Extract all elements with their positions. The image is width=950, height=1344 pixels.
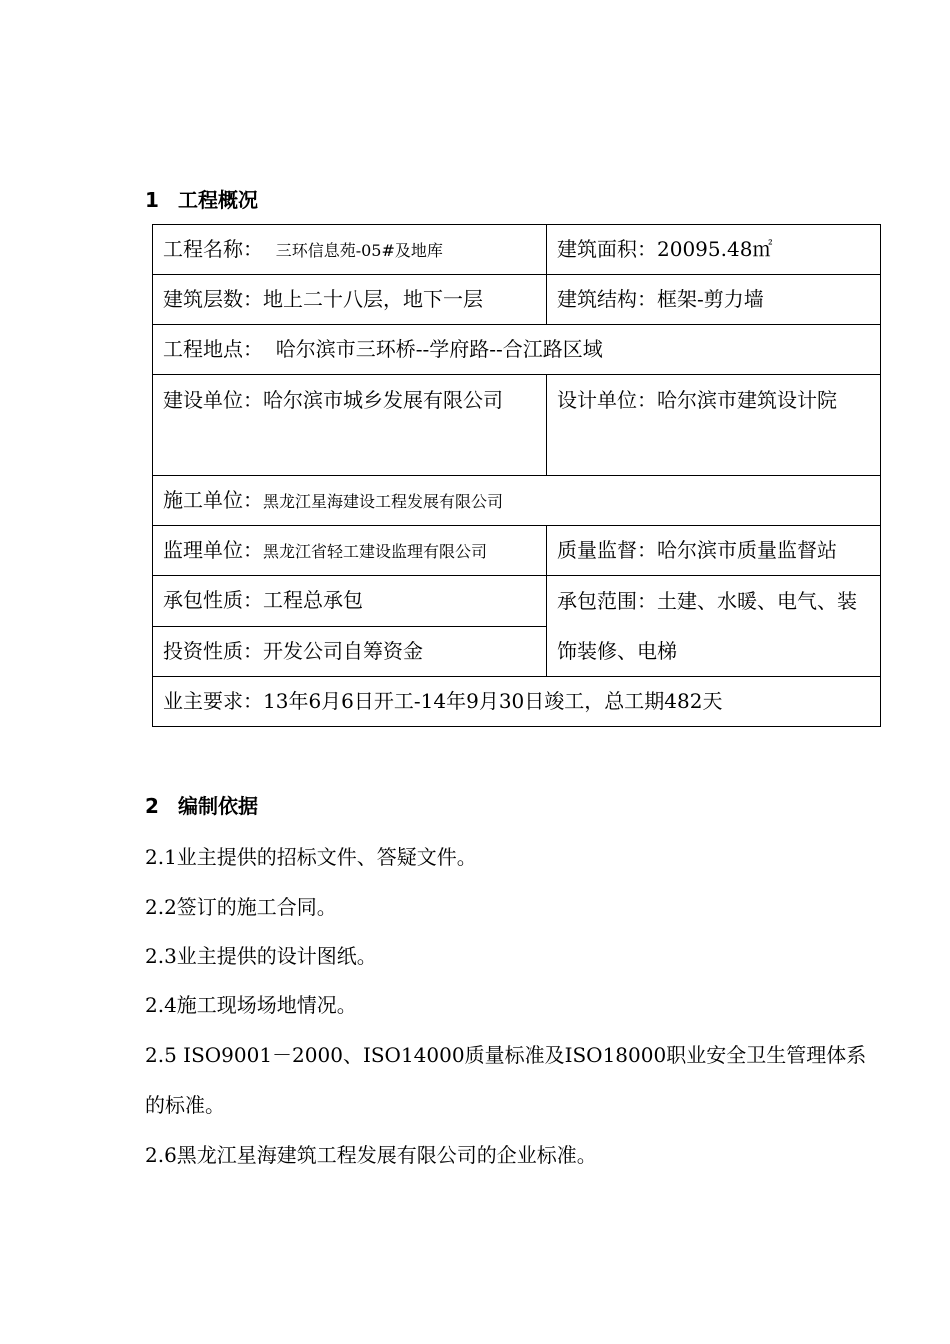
builder-unit-cell: 建设单位：哈尔滨市城乡发展有限公司 <box>153 375 547 476</box>
section-number: 2 <box>145 794 159 818</box>
project-name-value: 三环信息苑-05#及地库 <box>275 240 443 260</box>
building-structure-cell: 建筑结构：框架-剪力墙 <box>547 275 881 325</box>
basis-item: 2.6黑龙江星海建筑工程发展有限公司的企业标准。 <box>145 1143 597 1167</box>
section-title-overview <box>145 188 258 212</box>
contract-scope-cell: 承包范围：土建、水暖、电气、装饰装修、电梯 <box>547 576 881 677</box>
basis-item: 2.4施工现场场地情况。 <box>145 993 357 1017</box>
table-row <box>153 526 881 576</box>
supervision-unit-value: 黑龙江省轻工建设监理有限公司 <box>263 541 488 561</box>
project-overview-table <box>152 224 881 727</box>
supervision-unit-label: 监理单位： <box>163 537 263 562</box>
section-title-basis <box>145 794 258 818</box>
owner-requirement-cell: 业主要求：13年6月6日开工-14年9月30日竣工，总工期482天 <box>153 677 881 727</box>
section-title-text: 工程概况 <box>178 188 258 212</box>
building-area-cell: 建筑面积：20095.48㎡ <box>547 225 881 275</box>
building-floors-cell: 建筑层数：地上二十八层，地下一层 <box>153 275 547 325</box>
table-row <box>153 476 881 526</box>
project-location-label: 工程地点： <box>163 337 263 361</box>
section-number: 1 <box>145 188 159 212</box>
table-row <box>153 225 881 275</box>
project-name-cell <box>153 225 547 275</box>
basis-item: 2.3业主提供的设计图纸。 <box>145 944 377 968</box>
basis-item: 2.2签订的施工合同。 <box>145 895 337 919</box>
table-row <box>153 325 881 375</box>
table-row <box>153 576 881 627</box>
section-title-text: 编制依据 <box>178 794 258 818</box>
basis-item: 2.5 ISO9001－2000、ISO14000质量标准及ISO18000职业安全卫生管理体系的标准。 <box>145 1043 867 1117</box>
project-location-cell <box>153 325 881 375</box>
table-row <box>153 677 881 727</box>
basis-item: 2.1业主提供的招标文件、答疑文件。 <box>145 845 477 869</box>
project-name-label: 工程名称： <box>163 236 263 261</box>
investment-nature-cell: 投资性质：开发公司自筹资金 <box>153 626 547 677</box>
supervision-unit-cell <box>153 526 547 576</box>
table-row <box>153 275 881 325</box>
contractor-unit-cell <box>153 476 881 526</box>
contract-nature-cell: 承包性质：工程总承包 <box>153 576 547 627</box>
project-location-value: 哈尔滨市三环桥--学府路--合江路区域 <box>275 337 603 361</box>
quality-supervision-cell: 质量监督：哈尔滨市质量监督站 <box>547 526 881 576</box>
contractor-unit-label: 施工单位： <box>163 487 263 512</box>
contractor-unit-value: 黑龙江星海建设工程发展有限公司 <box>263 491 504 511</box>
design-unit-cell: 设计单位：哈尔滨市建筑设计院 <box>547 375 881 476</box>
table-row <box>153 375 881 476</box>
